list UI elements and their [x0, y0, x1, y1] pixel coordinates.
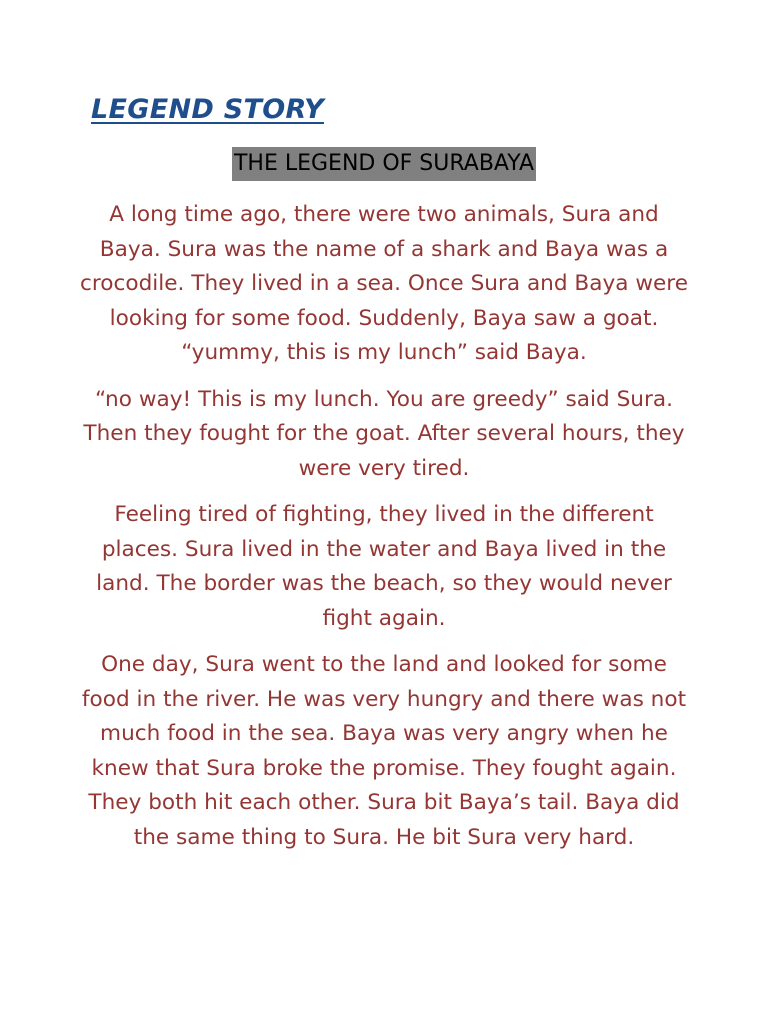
subtitle-container — [0, 147, 768, 181]
paragraph-3: Feeling tired of fighting, they lived in the different places. Sura lived in the water and Baya lived in the land. The border was the beach, so they would never fight again. — [96, 502, 672, 631]
paragraph-2: “no way! This is my lunch. You are greedy” said Sura. Then they fought for the goat. After several hours, they were very tired. — [83, 386, 685, 481]
paragraph-1: A long time ago, there were two animals, Sura and Baya. Sura was the name of a shark and Baya was a crocodile. They lived in a sea. Once Sura and Baya were looking for some food. Suddenly, Baya saw a goat. “yummy, this is my lunch” said Baya. — [80, 202, 688, 365]
paragraph-4: One day, Sura went to the land and looked for some food in the river. He was very hungry and there was not much food in the sea. Baya was very angry when he knew that Sura broke the promise. They fought again. They both hit each other. Sura bit Baya’s tail. Baya did the same thing to Sura. He bit Sura very hard. — [81, 652, 687, 850]
page-heading: LEGEND STORY — [91, 94, 324, 125]
story-title: THE LEGEND OF SURABAYA — [232, 147, 536, 181]
story-body — [80, 198, 688, 867]
